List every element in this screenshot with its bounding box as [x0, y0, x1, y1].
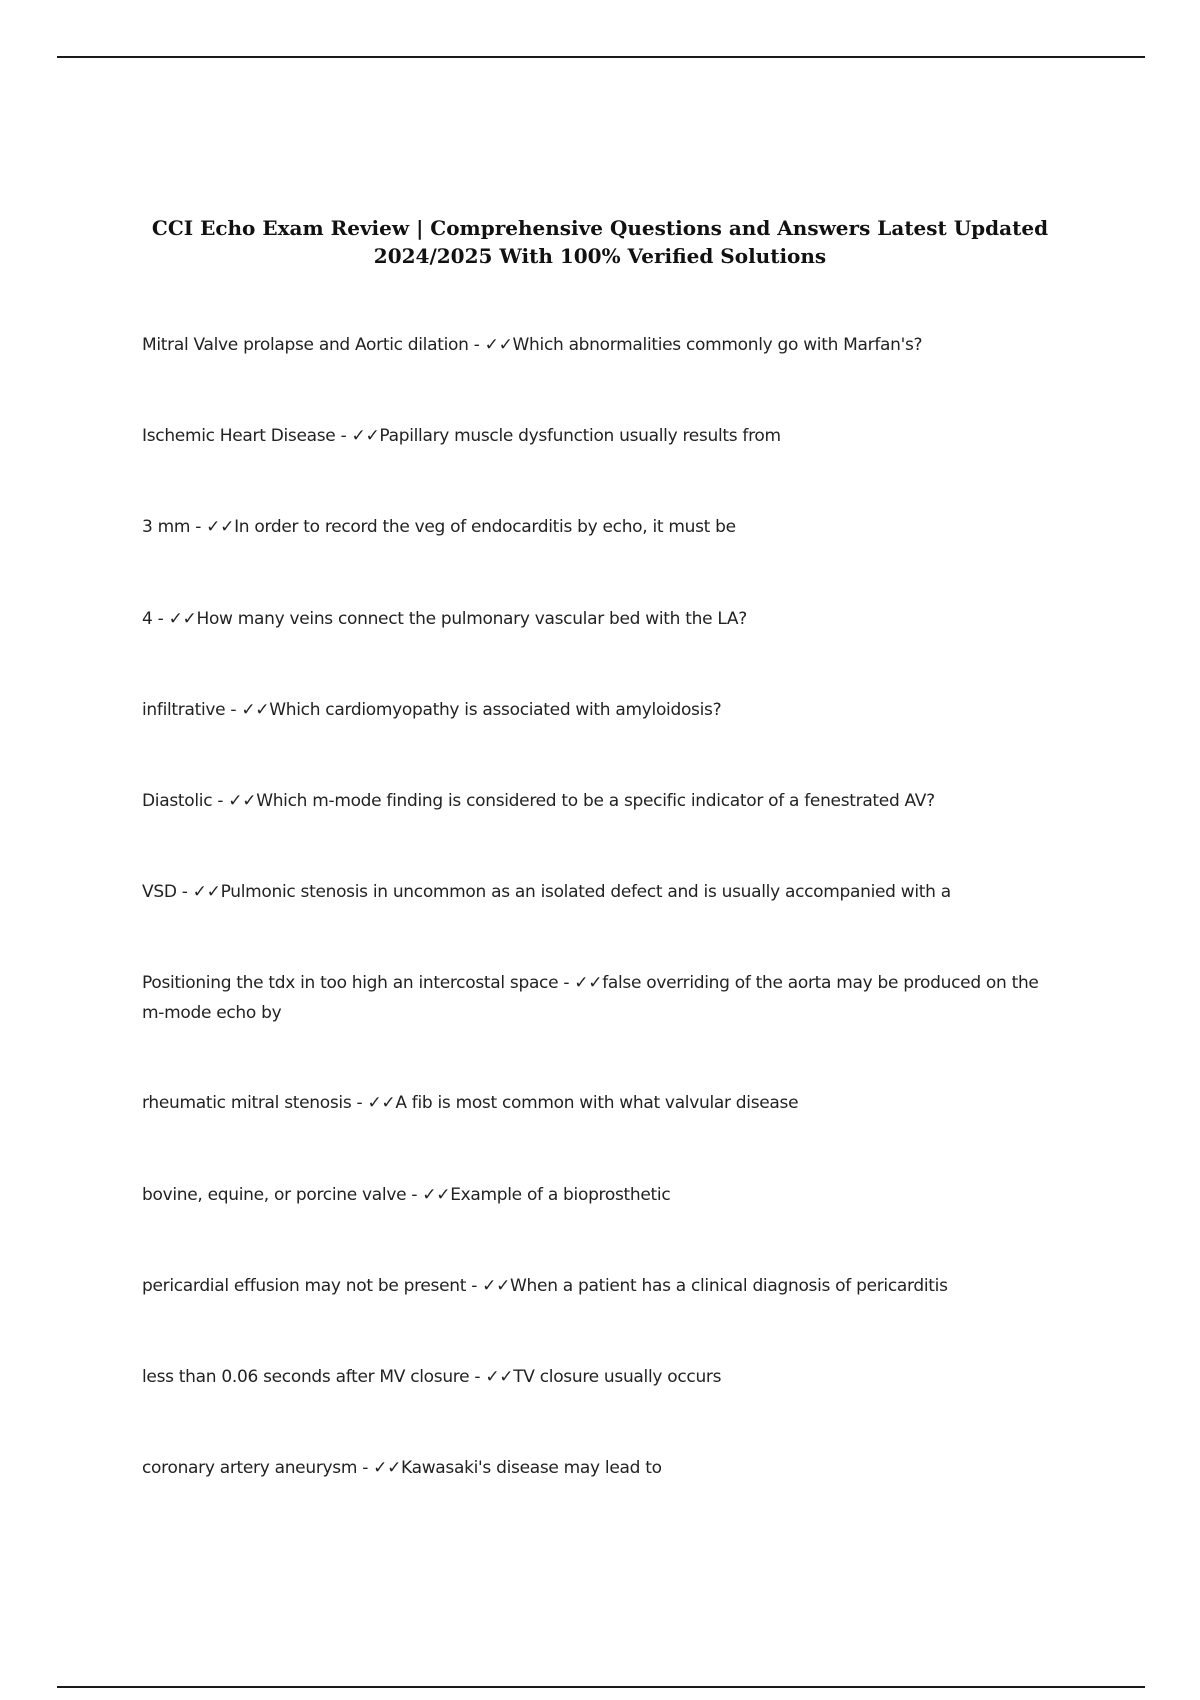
separator-checkmarks: - ✓✓ — [466, 1276, 511, 1296]
answer-text: 3 mm — [142, 517, 191, 537]
qa-item — [142, 968, 1062, 1028]
qa-item — [142, 421, 1062, 451]
separator-checkmarks: - ✓✓ — [225, 700, 270, 720]
qa-item — [142, 786, 1062, 816]
qa-item — [142, 512, 1062, 542]
answer-text: 4 — [142, 609, 153, 629]
question-text: Pulmonic stenosis in uncommon as an isolated defect and is usually accompanied with a — [220, 882, 951, 902]
question-text: Which abnormalities commonly go with Marfan's? — [512, 335, 923, 355]
separator-checkmarks: - ✓✓ — [351, 1093, 396, 1113]
question-text: Example of a bioprosthetic — [450, 1185, 671, 1205]
qa-item — [142, 1180, 1062, 1210]
answer-text: pericardial effusion may not be present — [142, 1276, 467, 1296]
qa-item — [142, 1088, 1062, 1118]
qa-item — [142, 1453, 1062, 1483]
title-line-2: 2024/2025 With 100% Verified Solutions — [373, 244, 827, 268]
answer-text: Ischemic Heart Disease — [142, 426, 336, 446]
question-text: false overriding of the aorta may be produced on the m-mode echo by — [142, 973, 1039, 1023]
separator-checkmarks: - ✓✓ — [558, 973, 603, 993]
separator-checkmarks: - ✓✓ — [152, 609, 197, 629]
answer-text: infiltrative — [142, 700, 226, 720]
question-text: A fib is most common with what valvular disease — [395, 1093, 799, 1113]
answer-text: bovine, equine, or porcine valve — [142, 1185, 407, 1205]
separator-checkmarks: - ✓✓ — [212, 791, 257, 811]
separator-checkmarks: - ✓✓ — [357, 1458, 402, 1478]
qa-item — [142, 1362, 1062, 1392]
title-line-1: CCI Echo Exam Review | Comprehensive Questions and Answers Latest Updated — [151, 216, 1049, 240]
answer-text: Positioning the tdx in too high an intercostal space — [142, 973, 559, 993]
answer-text: Diastolic — [142, 791, 213, 811]
qa-item — [142, 330, 1062, 360]
answer-text: VSD — [142, 882, 177, 902]
question-text: Which cardiomyopathy is associated with amyloidosis? — [269, 700, 722, 720]
separator-checkmarks: - ✓✓ — [335, 426, 380, 446]
separator-checkmarks: - ✓✓ — [469, 1367, 514, 1387]
question-text: Which m-mode finding is considered to be a specific indicator of a fenestrated AV? — [256, 791, 935, 811]
answer-text: Mitral Valve prolapse and Aortic dilation — [142, 335, 469, 355]
question-text: TV closure usually occurs — [513, 1367, 722, 1387]
question-text: Papillary muscle dysfunction usually results from — [379, 426, 781, 446]
answer-text: rheumatic mitral stenosis — [142, 1093, 352, 1113]
answer-text: less than 0.06 seconds after MV closure — [142, 1367, 470, 1387]
qa-item — [142, 877, 1062, 907]
separator-checkmarks: - ✓✓ — [468, 335, 513, 355]
question-text: When a patient has a clinical diagnosis of pericarditis — [510, 1276, 948, 1296]
qa-item — [142, 1271, 1062, 1301]
separator-checkmarks: - ✓✓ — [190, 517, 235, 537]
question-text: Kawasaki's disease may lead to — [401, 1458, 662, 1478]
question-text: In order to record the veg of endocarditis by echo, it must be — [234, 517, 736, 537]
qa-item — [142, 695, 1062, 725]
bottom-rule — [57, 1686, 1145, 1688]
separator-checkmarks: - ✓✓ — [406, 1185, 451, 1205]
qa-item — [142, 604, 1062, 634]
separator-checkmarks: - ✓✓ — [176, 882, 221, 902]
answer-text: coronary artery aneurysm — [142, 1458, 358, 1478]
question-text: How many veins connect the pulmonary vascular bed with the LA? — [196, 609, 747, 629]
